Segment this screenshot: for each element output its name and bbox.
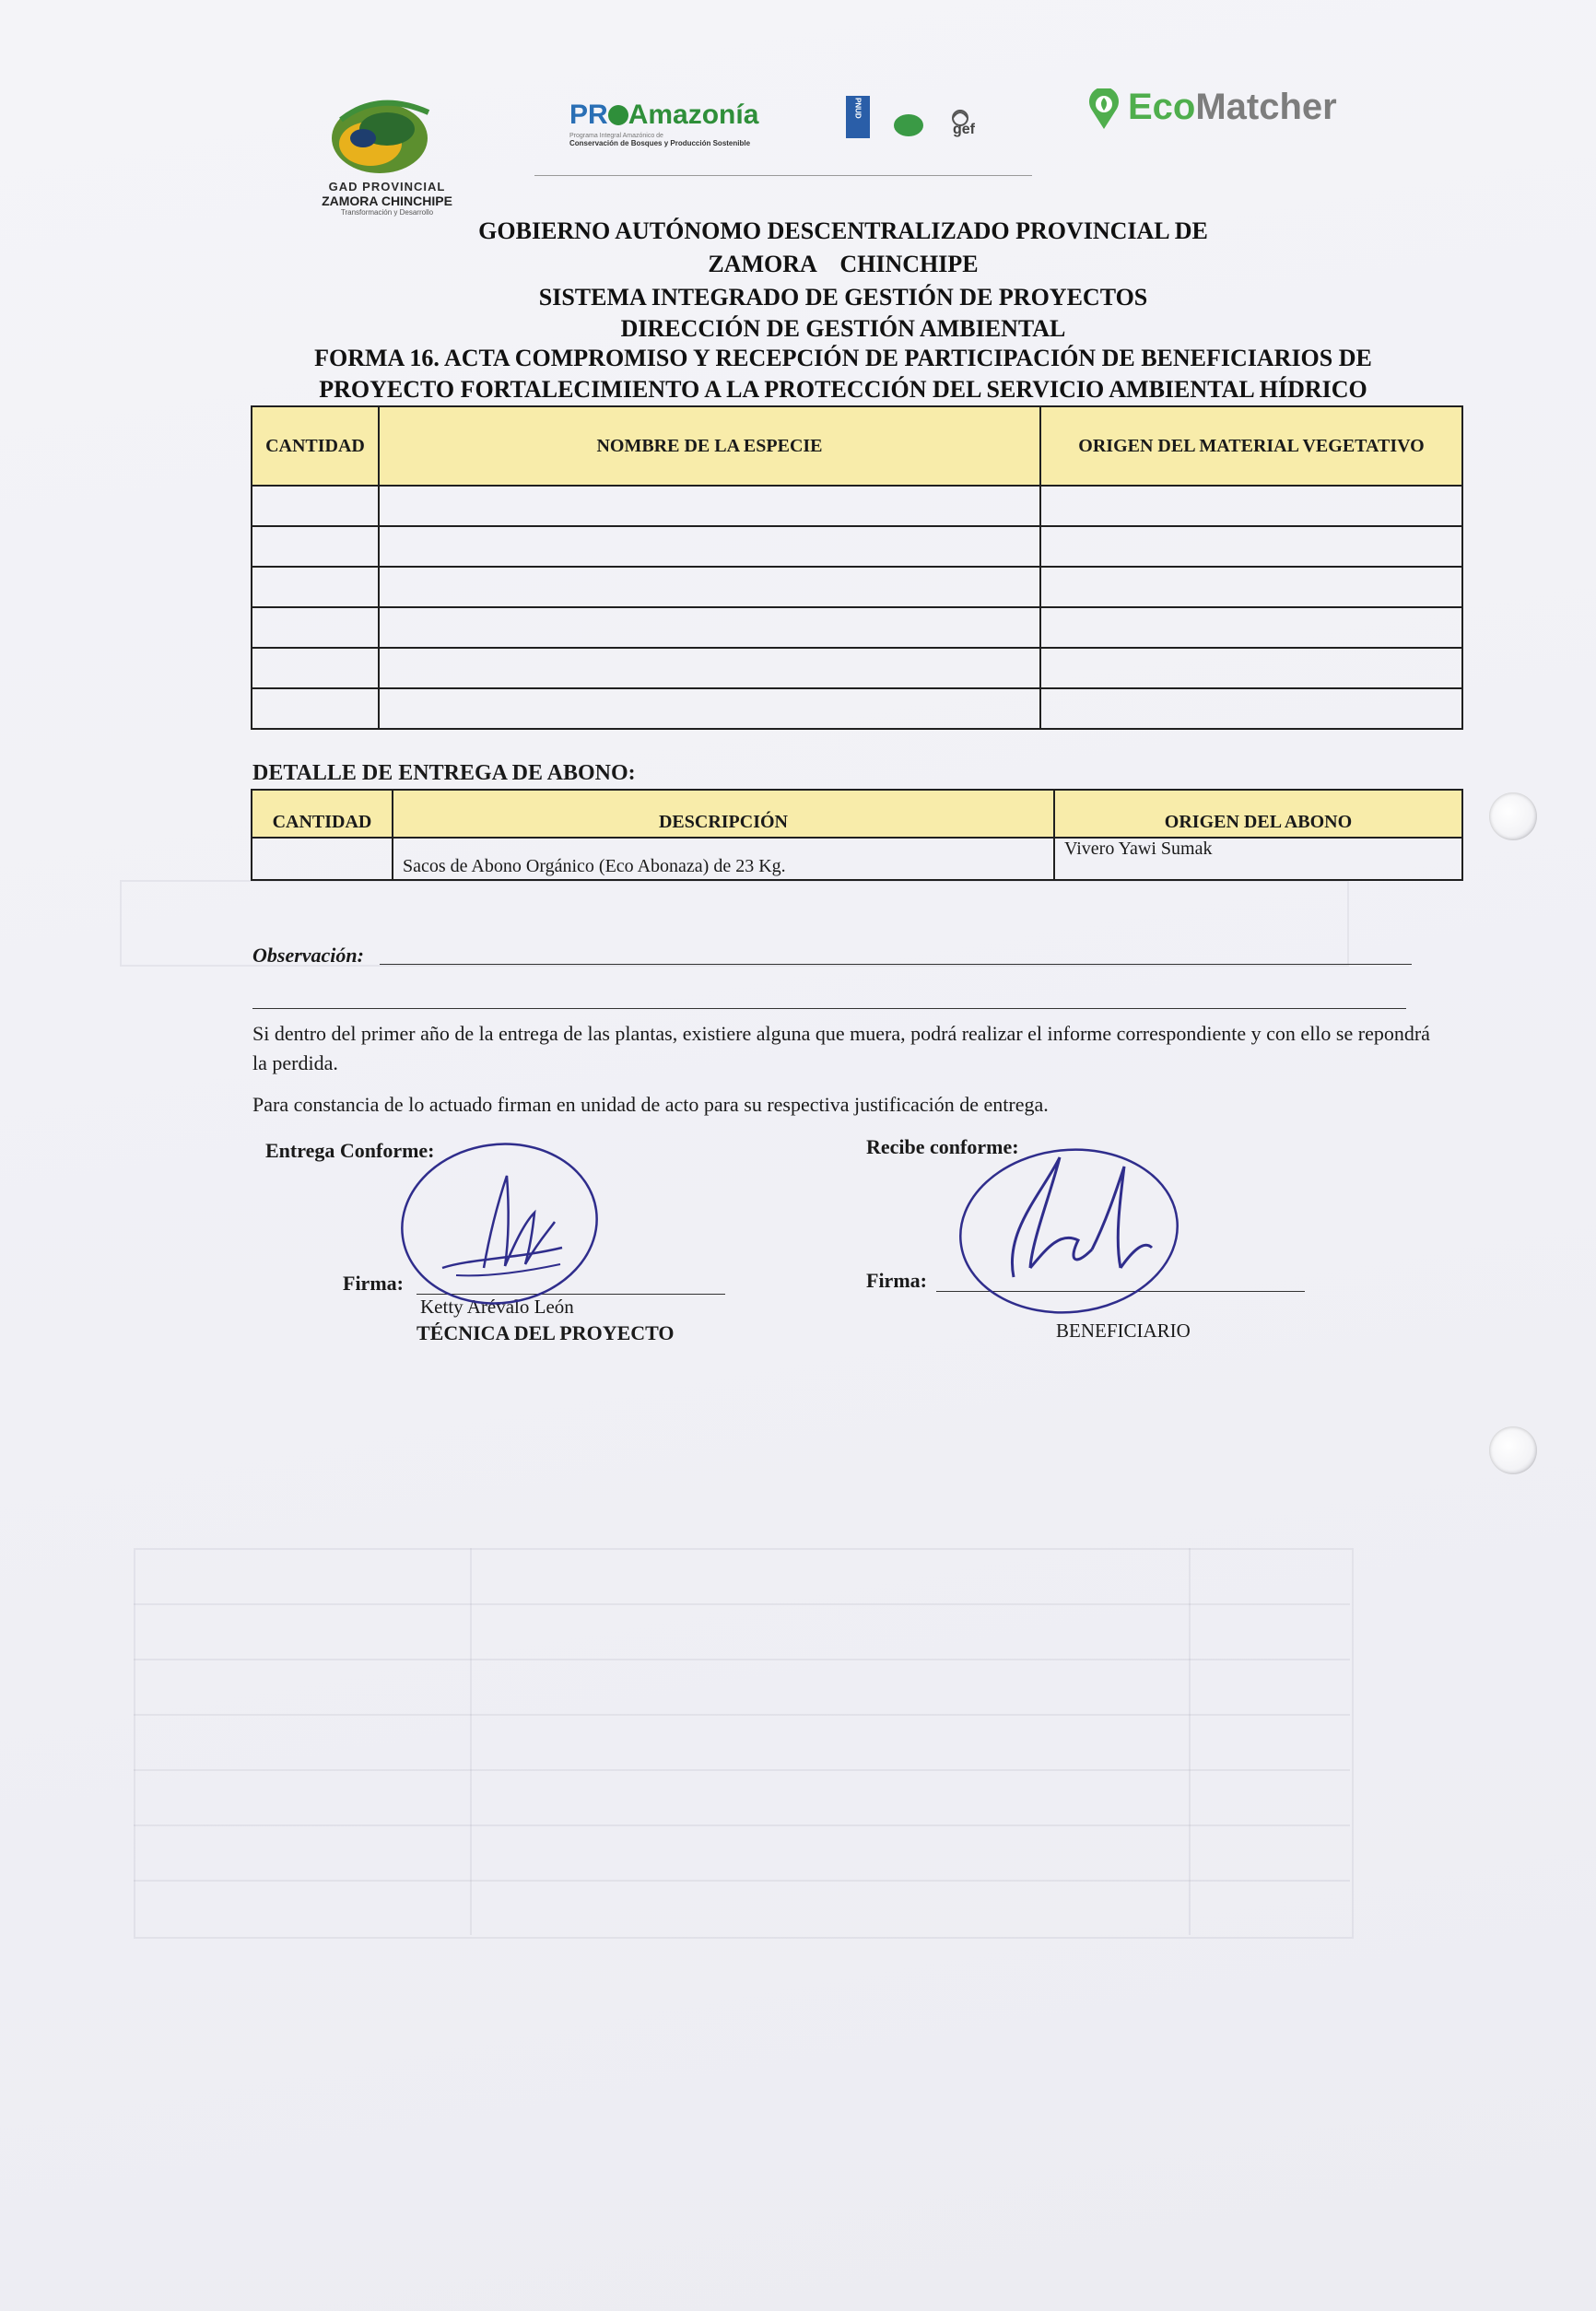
punch-hole-top <box>1489 792 1537 840</box>
header-nombre-especie: NOMBRE DE LA ESPECIE <box>379 406 1040 486</box>
bleed-through-row <box>134 1880 1350 1882</box>
table-row <box>252 607 1462 648</box>
ecomatcher-part1: Eco <box>1128 87 1196 127</box>
fertilizer-table <box>251 789 1463 881</box>
proamazonia-rest: Amazonía <box>628 100 759 130</box>
cell-cantidad[interactable] <box>252 567 379 607</box>
header-cantidad: CANTIDAD <box>252 406 379 486</box>
gad-tagline: Transformación y Desarrollo <box>340 208 434 217</box>
cell-especie[interactable] <box>379 486 1040 526</box>
table-row <box>252 838 1462 880</box>
cell-cantidad[interactable] <box>252 526 379 567</box>
bleed-through-divider <box>1189 1548 1191 1935</box>
header-descripcion: DESCRIPCIÓN <box>393 790 1054 838</box>
replacement-paragraph: Si dentro del primer año de la entrega de las plantas, existiere alguna que muera, podrá realizar el informe correspondiente y con ello se repondrá la perdida. <box>252 1022 1430 1074</box>
table-row <box>252 486 1462 526</box>
observation-line-2 <box>252 1008 1406 1009</box>
table-row <box>252 526 1462 567</box>
proamazonia-sub1: Programa Integral Amazónico de <box>569 133 663 139</box>
proamazonia-logo <box>569 100 809 155</box>
cell-especie[interactable] <box>379 648 1040 688</box>
header-origen-material: ORIGEN DEL MATERIAL VEGETATIVO <box>1040 406 1462 486</box>
cell-origen-abono[interactable]: Vivero Yawi Sumak <box>1054 838 1462 880</box>
table-row <box>252 648 1462 688</box>
table-row <box>252 688 1462 729</box>
gad-emblem-icon <box>323 92 442 180</box>
undp-icon <box>846 96 870 138</box>
gef-logos <box>892 103 993 149</box>
firma-label-left: Firma: <box>343 1272 404 1295</box>
cell-especie[interactable] <box>379 567 1040 607</box>
species-table-header-row <box>252 406 1462 486</box>
leaf-o-icon <box>608 105 628 125</box>
proamazonia-brand <box>569 100 809 131</box>
title-line-5: FORMA 16. ACTA COMPROMISO Y RECEPCIÓN DE PARTICIPACIÓN DE BENEFICIARIOS DE <box>314 345 1372 371</box>
gef-text: gef <box>953 122 975 137</box>
header-cantidad: CANTIDAD <box>252 790 393 838</box>
cell-descripcion[interactable]: Sacos de Abono Orgánico (Eco Abonaza) de 23 Kg. <box>393 838 1054 880</box>
title-line-3: SISTEMA INTEGRADO DE GESTIÓN DE PROYECTOS <box>538 284 1148 311</box>
header-divider <box>534 175 1032 176</box>
undp-text: PNUD <box>853 98 863 119</box>
gad-zamora-logo <box>313 92 461 221</box>
title-line-6: PROYECTO FORTALECIMIENTO A LA PROTECCIÓN DEL SERVICIO AMBIENTAL HÍDRICO <box>319 376 1367 403</box>
bleed-through-row <box>134 1769 1350 1771</box>
technician-role: TÉCNICA DEL PROYECTO <box>417 1321 675 1344</box>
species-table <box>251 405 1463 730</box>
technician-name: Ketty Arévalo León <box>420 1296 574 1318</box>
punch-hole-bottom <box>1489 1426 1537 1474</box>
cell-especie[interactable] <box>379 526 1040 567</box>
bleed-through-row <box>134 1714 1350 1716</box>
gad-title: GAD PROVINCIAL <box>328 180 446 194</box>
cell-cantidad[interactable] <box>252 486 379 526</box>
proamazonia-prefix: PR <box>569 100 608 130</box>
ecomatcher-logo <box>1086 87 1417 133</box>
cell-cantidad[interactable] <box>252 838 393 880</box>
title-line-2: ZAMORA CHINCHIPE <box>708 251 979 277</box>
cell-cantidad[interactable] <box>252 607 379 648</box>
bleed-through-row <box>134 1603 1350 1605</box>
title-line-4: DIRECCIÓN DE GESTIÓN AMBIENTAL <box>620 315 1066 342</box>
globe-icon <box>892 103 993 149</box>
location-leaf-icon <box>1086 88 1122 131</box>
cell-cantidad[interactable] <box>252 688 379 729</box>
observation-line-1 <box>380 964 1412 965</box>
signature-paragraph: Para constancia de lo actuado firman en unidad de acto para su respectiva justificación de entrega. <box>252 1093 1049 1116</box>
cell-origen[interactable] <box>1040 688 1462 729</box>
bleed-through-row <box>134 1659 1350 1660</box>
cell-origen[interactable] <box>1040 648 1462 688</box>
beneficiary-role: BENEFICIARIO <box>1056 1320 1191 1342</box>
technician-signature-stamp <box>387 1130 608 1305</box>
cell-origen[interactable] <box>1040 567 1462 607</box>
cell-origen[interactable] <box>1040 486 1462 526</box>
bleed-through-row <box>134 1824 1350 1826</box>
observation-label-text: Observación <box>252 944 358 967</box>
receive-heading: Recibe conforme: <box>866 1135 1019 1158</box>
ecomatcher-text <box>1128 87 1337 128</box>
cell-especie[interactable] <box>379 688 1040 729</box>
fertilizer-section-title: DETALLE DE ENTREGA DE ABONO: <box>252 761 636 785</box>
proamazonia-sub2: Conservación de Bosques y Producción Sostenible <box>569 139 751 147</box>
gad-name: ZAMORA CHINCHIPE <box>322 194 452 208</box>
cell-origen[interactable] <box>1040 607 1462 648</box>
bleed-through-divider <box>470 1548 472 1935</box>
delivery-heading: Entrega Conforme: <box>265 1139 435 1162</box>
firma-label-right: Firma: <box>866 1269 927 1292</box>
beneficiary-signature <box>940 1139 1189 1323</box>
cell-cantidad[interactable] <box>252 648 379 688</box>
title-line-1: GOBIERNO AUTÓNOMO DESCENTRALIZADO PROVINCIAL DE <box>478 217 1208 244</box>
undp-logo <box>846 96 874 155</box>
ecomatcher-part2: Matcher <box>1195 87 1337 127</box>
cell-especie[interactable] <box>379 607 1040 648</box>
observation-label: Observación: <box>252 944 364 967</box>
header-origen-abono: ORIGEN DEL ABONO <box>1054 790 1462 838</box>
cell-origen[interactable] <box>1040 526 1462 567</box>
table-row <box>252 567 1462 607</box>
fertilizer-header-row <box>252 790 1462 838</box>
